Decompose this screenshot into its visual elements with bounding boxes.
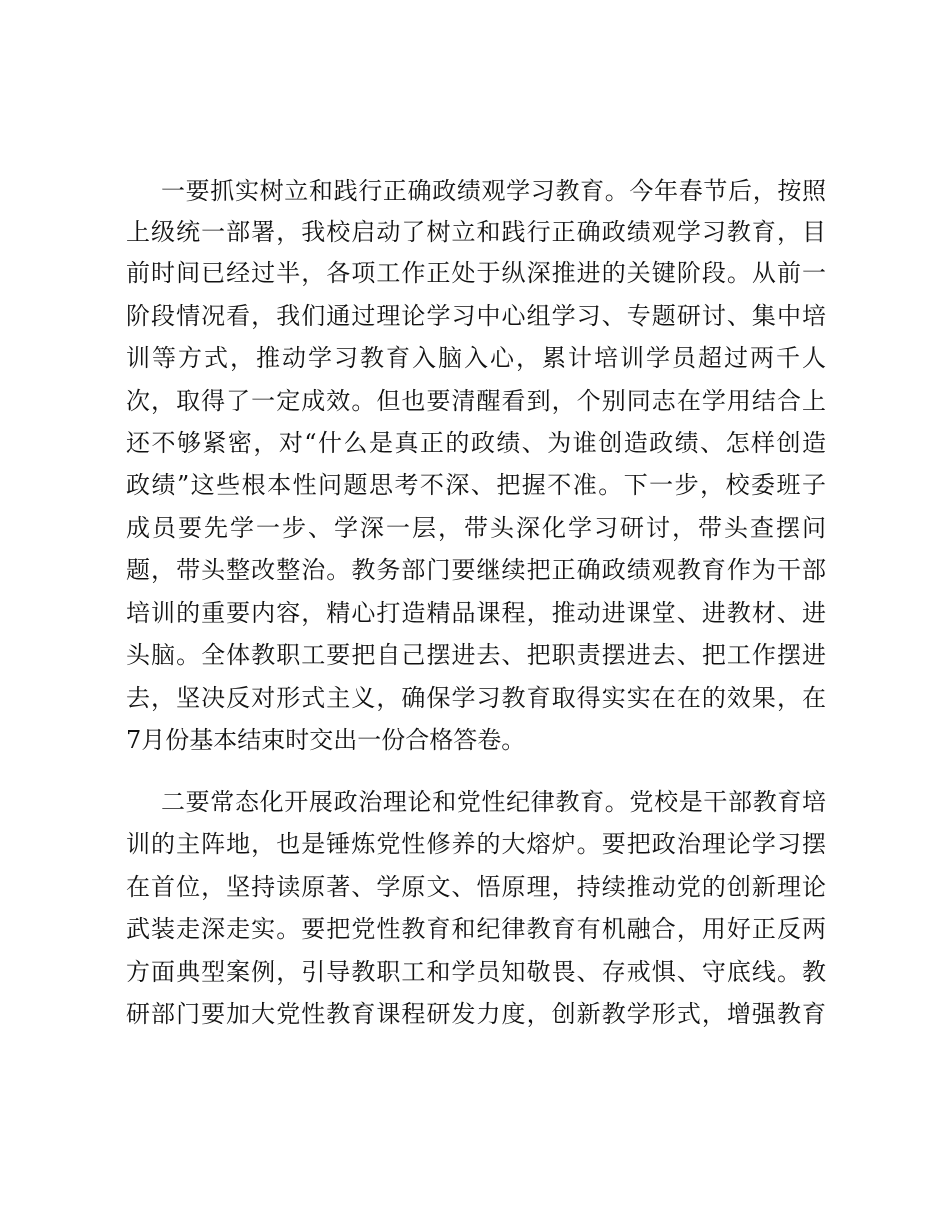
paragraph-line: 武装走深走实。要把党性教育和纪律教育有机融合，用好正反两 (126, 915, 826, 943)
paragraph-line: 培训的重要内容，精心打造精品课程，推动进课堂、进教材、进 (126, 599, 826, 627)
paragraph-line: 去，坚决反对形式主义，确保学习教育取得实实在在的效果，在 (126, 684, 826, 712)
paragraph-line: 训的主阵地，也是锤炼党性修养的大熔炉。要把政治理论学习摆 (126, 830, 826, 858)
paragraph-line: 一要抓实树立和践行正确政绩观学习教育。今年春节后，按照 (161, 177, 826, 205)
paragraph-line: 在首位，坚持读原著、学原文、悟原理，持续推动党的创新理论 (126, 873, 826, 901)
paragraph-line: 政绩”这些根本性问题思考不深、把握不准。下一步，校委班子 (126, 471, 826, 499)
paragraph-line: 训等方式，推动学习教育入脑入心，累计培训学员超过两千人 (126, 344, 826, 372)
paragraph-line: 7月份基本结束时交出一份合格答卷。 (126, 726, 526, 754)
paragraph-line: 题，带头整改整治。教务部门要继续把正确政绩观教育作为干部 (126, 556, 826, 584)
paragraph-line: 二要常态化开展政治理论和党性纪律教育。党校是干部教育培 (161, 788, 826, 816)
paragraph-line: 还不够紧密，对“什么是真正的政绩、为谁创造政绩、怎样创造 (126, 429, 826, 457)
paragraph-line: 头脑。全体教职工要把自己摆进去、把职责摆进去、把工作摆进 (126, 641, 826, 669)
paragraph-line: 次，取得了一定成效。但也要清醒看到，个别同志在学用结合上 (126, 387, 826, 415)
paragraph-line: 阶段情况看，我们通过理论学习中心组学习、专题研讨、集中培 (126, 302, 826, 330)
paragraph-line: 方面典型案例，引导教职工和学员知敬畏、存戒惧、守底线。教 (126, 958, 826, 986)
paragraph-line: 上级统一部署，我校启动了树立和践行正确政绩观学习教育，目 (126, 218, 826, 246)
paragraph-line: 前时间已经过半，各项工作正处于纵深推进的关键阶段。从前一 (126, 259, 826, 287)
paragraph-line: 成员要先学一步、学深一层，带头深化学习研讨，带头查摆问 (126, 514, 826, 542)
paragraph-line: 研部门要加大党性教育课程研发力度，创新教学形式，增强教育 (126, 1000, 826, 1028)
